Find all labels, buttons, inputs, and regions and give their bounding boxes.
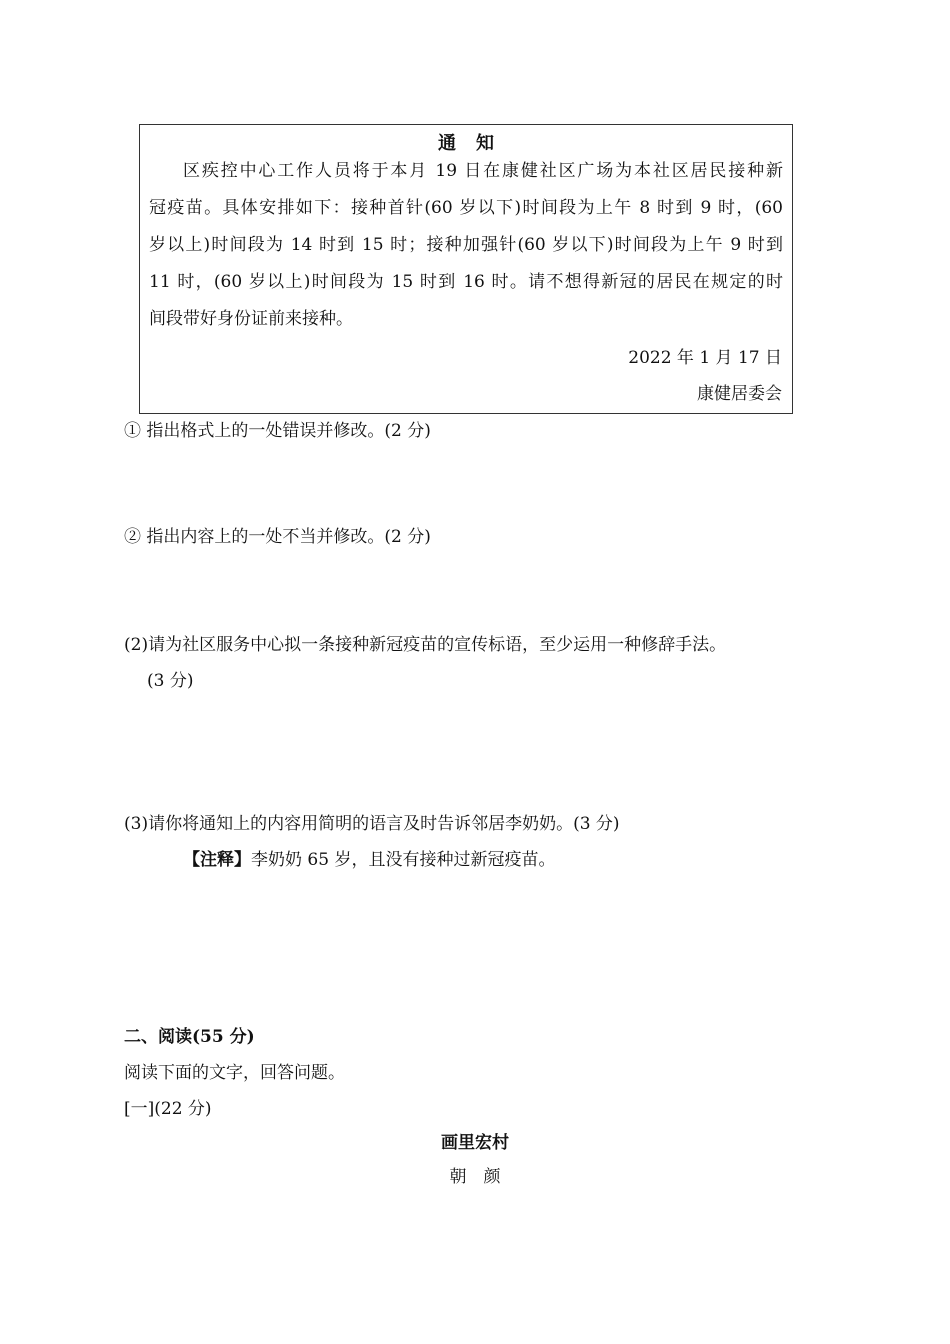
notice-box	[139, 124, 793, 414]
question-1a: ① 指出格式上的一处错误并修改。(2 分)	[124, 421, 431, 441]
notice-signature: 康健居委会	[697, 384, 782, 404]
notice-line: 11 时，(60 岁以上)时间段为 15 时到 16 时。请不想得新冠的居民在规定的时	[149, 272, 783, 292]
notice-line: 冠疫苗。具体安排如下：接种首针(60 岁以下)时间段为上午 8 时到 9 时，(60	[149, 198, 783, 218]
question-3: (3)请你将通知上的内容用简明的语言及时告诉邻居李奶奶。(3 分)	[124, 814, 620, 834]
question-1b: ② 指出内容上的一处不当并修改。(2 分)	[124, 527, 431, 547]
notice-line: 岁以上)时间段为 14 时到 15 时；接种加强针(60 岁以下)时间段为上午 9 时到	[149, 235, 783, 255]
notice-title: 通知	[438, 133, 514, 154]
notice-line: 区疾控中心工作人员将于本月 19 日在康健社区广场为本社区居民接种新	[183, 161, 783, 181]
notice-body	[149, 153, 783, 338]
note-text: 李奶奶 65 岁，且没有接种过新冠疫苗。	[251, 850, 556, 870]
section-heading: 二、阅读(55 分)	[124, 1027, 255, 1047]
notice-line: 间段带好身份证前来接种。	[149, 309, 353, 329]
reading-instruction: 阅读下面的文字，回答问题。	[124, 1063, 345, 1083]
note	[183, 845, 555, 870]
note-label: 【注释】	[183, 850, 251, 870]
question-2-line2: (3 分)	[147, 671, 194, 691]
article-author: 朝 颜	[449, 1167, 501, 1187]
article-title: 画里宏村	[441, 1133, 509, 1153]
question-2-line1: (2)请为社区服务中心拟一条接种新冠疫苗的宣传标语，至少运用一种修辞手法。	[124, 635, 727, 655]
part-label: [一](22 分)	[124, 1099, 212, 1119]
notice-date: 2022 年 1 月 17 日	[628, 348, 782, 368]
